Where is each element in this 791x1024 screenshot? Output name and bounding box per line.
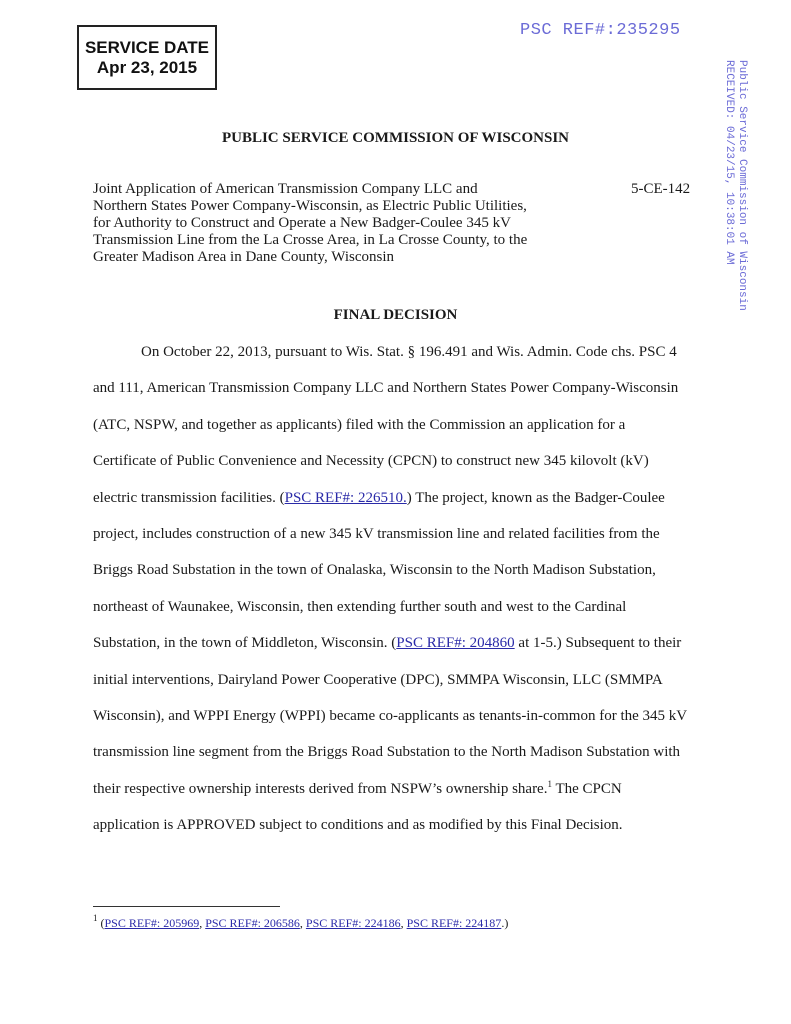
body-line <box>93 488 703 524</box>
psc-ref-link-206586[interactable]: PSC REF#: 206586 <box>205 916 300 930</box>
footnote-text: ( <box>97 916 105 930</box>
footnote-separator: , <box>299 916 306 930</box>
body-line <box>93 779 703 815</box>
docket-number: 5-CE-142 <box>631 181 691 197</box>
body-line: and 111, American Transmission Company LLC and Northern States Power Company-Wisconsin <box>93 380 679 397</box>
body-line: transmission line segment from the Briggs Road Substation to the North Madison Substation with <box>93 744 681 761</box>
footnote-marker: 1 <box>93 913 98 923</box>
body-line: project, includes construction of a new 345 kV transmission line and related facilities from the <box>93 525 660 542</box>
footnote-separator: , <box>199 916 206 930</box>
service-date-value: Apr 23, 2015 <box>96 57 198 77</box>
psc-ref-link-226510[interactable]: PSC REF#: 226510. <box>284 489 407 506</box>
section-title: FINAL DECISION <box>333 307 458 323</box>
caption-line: Joint Application of American Transmission Company LLC and <box>93 181 478 197</box>
caption-line: Northern States Power Company-Wisconsin, as Electric Public Utilities, <box>93 198 527 214</box>
caption-line: Transmission Line from the La Crosse Area, in La Crosse County, to the <box>93 232 528 248</box>
body-text-segment: The CPCN <box>551 780 622 797</box>
decision-paragraph <box>93 342 703 851</box>
case-caption <box>93 181 563 266</box>
body-text-segment: Substation, in the town of Middleton, Wisconsin. ( <box>93 635 397 652</box>
psc-ref-link-224186[interactable]: PSC REF#: 224186 <box>305 916 401 930</box>
service-date-stamp <box>77 25 217 90</box>
body-line: northeast of Waunakee, Wisconsin, then extending further south and west to the Cardinal <box>93 598 627 615</box>
body-text-segment: their respective ownership interests derived from NSPW’s ownership share. <box>93 780 548 797</box>
footnote-text: .) <box>501 916 509 930</box>
commission-heading: PUBLIC SERVICE COMMISSION OF WISCONSIN <box>221 130 570 146</box>
psc-ref-number: PSC REF#:235295 <box>520 21 681 40</box>
received-stamp-datetime: RECEIVED: 04/23/15, 10:38:01 AM <box>723 60 735 265</box>
body-text-segment: electric transmission facilities. ( <box>93 489 285 506</box>
body-text-segment: ) The project, known as the Badger-Coulee <box>406 489 665 506</box>
body-line: application is APPROVED subject to conditions and as modified by this Final Decision. <box>93 817 623 834</box>
received-stamp <box>722 60 748 311</box>
body-line <box>93 633 703 669</box>
footnote-reference[interactable]: 1 <box>547 778 552 789</box>
body-line: Certificate of Public Convenience and Necessity (CPCN) to construct new 345 kilovolt (kV) <box>93 453 649 470</box>
body-line: (ATC, NSPW, and together as applicants) filed with the Commission an application for a <box>93 416 626 433</box>
psc-ref-link-205969[interactable]: PSC REF#: 205969 <box>104 916 200 930</box>
body-line: Briggs Road Substation in the town of Onalaska, Wisconsin to the North Madison Substation, <box>93 562 656 579</box>
body-line: Wisconsin), and WPPI Energy (WPPI) became co-applicants as tenants-in-common for the 345 kV <box>93 707 688 724</box>
psc-ref-link-204860[interactable]: PSC REF#: 204860 <box>396 635 515 652</box>
body-line: On October 22, 2013, pursuant to Wis. Stat. § 196.491 and Wis. Admin. Code chs. PSC 4 <box>141 344 677 360</box>
footnote-divider <box>93 906 280 907</box>
caption-line: for Authority to Construct and Operate a New Badger-Coulee 345 kV <box>93 215 511 231</box>
footnote-separator: , <box>400 916 407 930</box>
footnote <box>93 913 509 931</box>
received-stamp-agency: Public Service Commission of Wisconsin <box>736 60 748 311</box>
body-text-segment: at 1-5.) Subsequent to their <box>514 635 682 652</box>
service-date-label: SERVICE DATE <box>84 37 210 57</box>
caption-line: Greater Madison Area in Dane County, Wisconsin <box>93 249 394 265</box>
body-line: initial interventions, Dairyland Power Cooperative (DPC), SMMPA Wisconsin, LLC (SMMPA <box>93 671 663 688</box>
psc-ref-link-224187[interactable]: PSC REF#: 224187 <box>406 916 502 930</box>
